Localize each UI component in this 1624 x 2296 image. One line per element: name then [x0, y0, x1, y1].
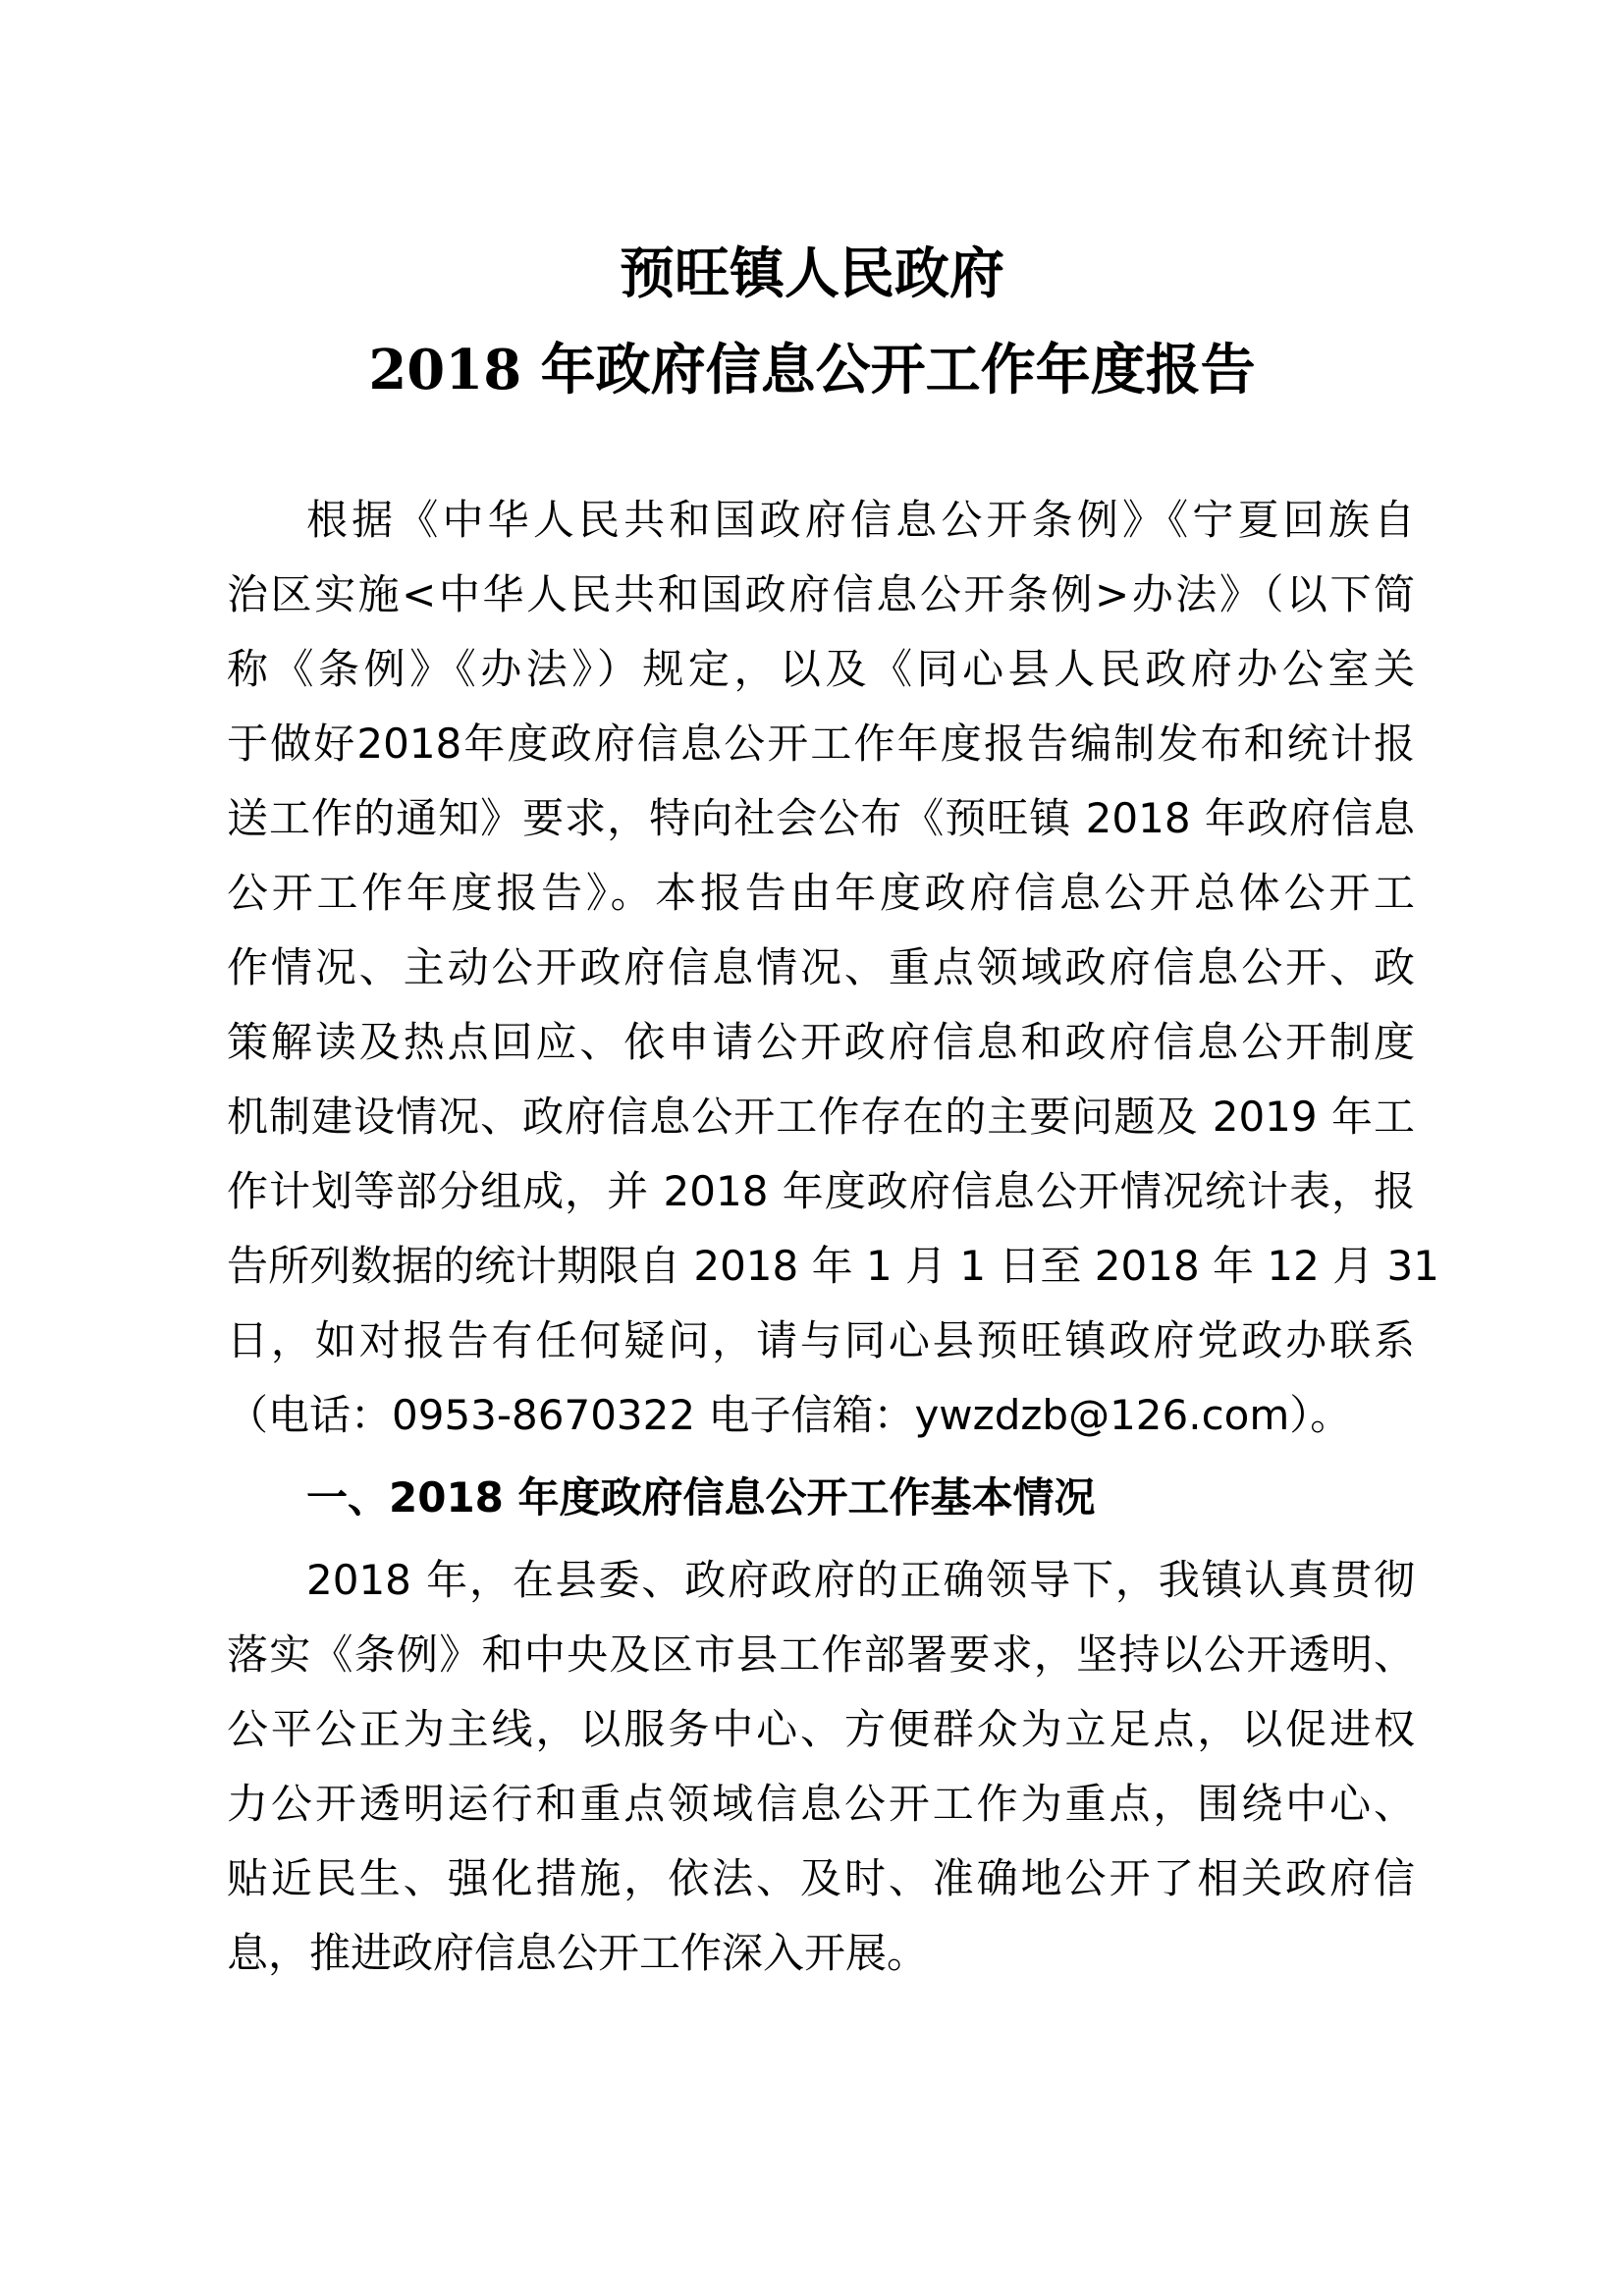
- section-line: 力公开透明运行和重点领域信息公开工作为重点，围绕中心、: [227, 1780, 1415, 1828]
- report-title: [0, 226, 1624, 418]
- section-line: 落实《条例》和中央及区市县工作部署要求，坚持以公开透明、: [227, 1630, 1415, 1679]
- section-heading: 一、2018 年度政府信息公开工作基本情况: [306, 1473, 1096, 1522]
- intro-line: 机制建设情况、政府信息公开工作存在的主要问题及 2019 年工: [227, 1093, 1415, 1141]
- section-line: 贴近民生、强化措施，依法、及时、准确地公开了相关政府信: [227, 1854, 1415, 1902]
- intro-line: 策解读及热点回应、依申请公开政府信息和政府信息公开制度: [227, 1018, 1415, 1066]
- intro-line: 公开工作年度报告》。本报告由年度政府信息公开总体公开工: [227, 869, 1415, 917]
- intro-line: 根据《中华人民共和国政府信息公开条例》《宁夏回族自: [306, 496, 1415, 544]
- intro-line: 日，如对报告有任何疑问，请与同心县预旺镇政府党政办联系: [227, 1316, 1415, 1364]
- section-line: 息，推进政府信息公开工作深入开展。: [227, 1929, 929, 1977]
- section-line: 公平公正为主线，以服务中心、方便群众为立足点，以促进权: [227, 1705, 1415, 1753]
- title-line-2: 2018 年政府信息公开工作年度报告: [368, 338, 1256, 402]
- intro-line: 告所列数据的统计期限自 2018 年 1 月 1 日至 2018 年 12 月 31: [227, 1242, 1439, 1290]
- intro-line: 送工作的通知》要求，特向社会公布《预旺镇 2018 年政府信息: [227, 794, 1415, 842]
- intro-line: （电话：0953-8670322 电子信箱：ywzdzb@126.com）。: [227, 1391, 1352, 1439]
- title-line-1: 预旺镇人民政府: [620, 241, 1004, 306]
- intro-line: 作情况、主动公开政府信息情况、重点领域政府信息公开、政: [227, 943, 1415, 991]
- intro-line: 称《条例》《办法》）规定，以及《同心县人民政府办公室关: [227, 645, 1415, 693]
- intro-line: 作计划等部分组成，并 2018 年度政府信息公开情况统计表，报: [227, 1167, 1415, 1215]
- intro-line: 治区实施<中华人民共和国政府信息公开条例>办法》（以下简: [227, 570, 1415, 618]
- section-line: 2018 年，在县委、政府政府的正确领导下，我镇认真贯彻: [306, 1556, 1415, 1604]
- intro-line: 于做好2018年度政府信息公开工作年度报告编制发布和统计报: [227, 720, 1415, 768]
